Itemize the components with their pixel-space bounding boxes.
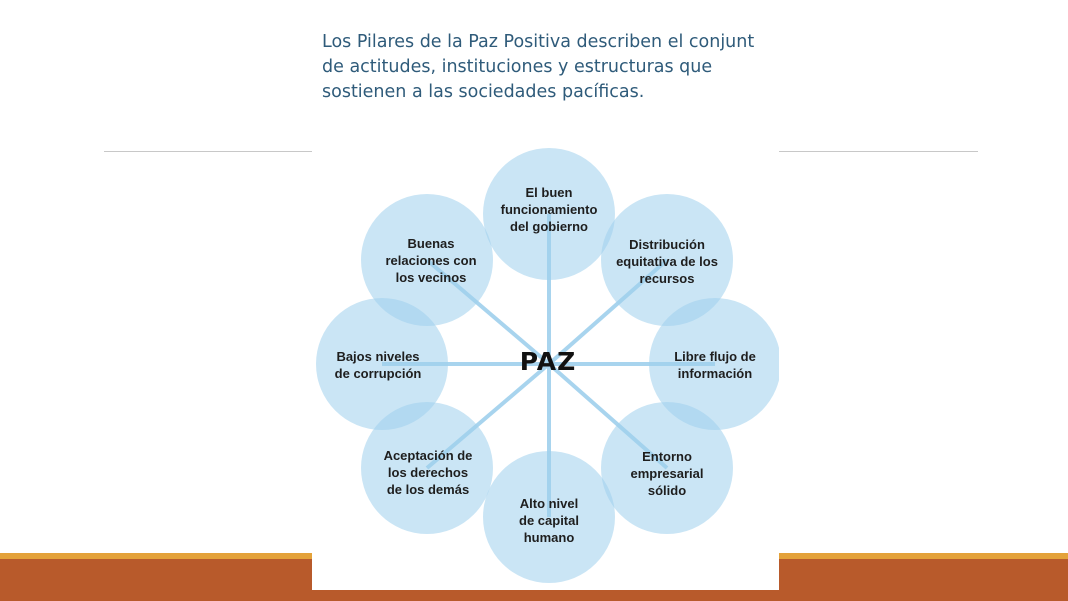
- pillar-label-empresarial: Entorno empresarial sólido: [630, 449, 704, 498]
- pillar-label-gobierno: El buen funcionamiento del gobierno: [500, 185, 598, 234]
- center-label-paz: PAZ: [519, 347, 577, 376]
- pillar-label-capital-humano: Alto nivel de capital humano: [519, 496, 579, 545]
- pillar-label-derechos: Aceptación de los derechos de los demás: [383, 448, 473, 497]
- divider-left: [104, 151, 314, 152]
- peace-pillars-diagram: [312, 142, 779, 590]
- heading-line-1: Los Pilares de la Paz Positiva describen el conjunt: [322, 32, 755, 52]
- divider-right: [778, 151, 978, 152]
- pillar-label-informacion: Libre flujo de información: [674, 349, 756, 381]
- heading-line-3: sostienen a las sociedades pacíficas.: [322, 82, 645, 102]
- pillar-label-recursos: Distribución equitativa de los recursos: [616, 237, 718, 286]
- pillar-label-vecinos: Buenas relaciones con los vecinos: [385, 236, 477, 285]
- slide-heading: [322, 30, 792, 105]
- pillar-label-corrupcion: Bajos niveles de corrupción: [334, 349, 422, 381]
- heading-line-2: de actitudes, instituciones y estructuras que: [322, 57, 713, 77]
